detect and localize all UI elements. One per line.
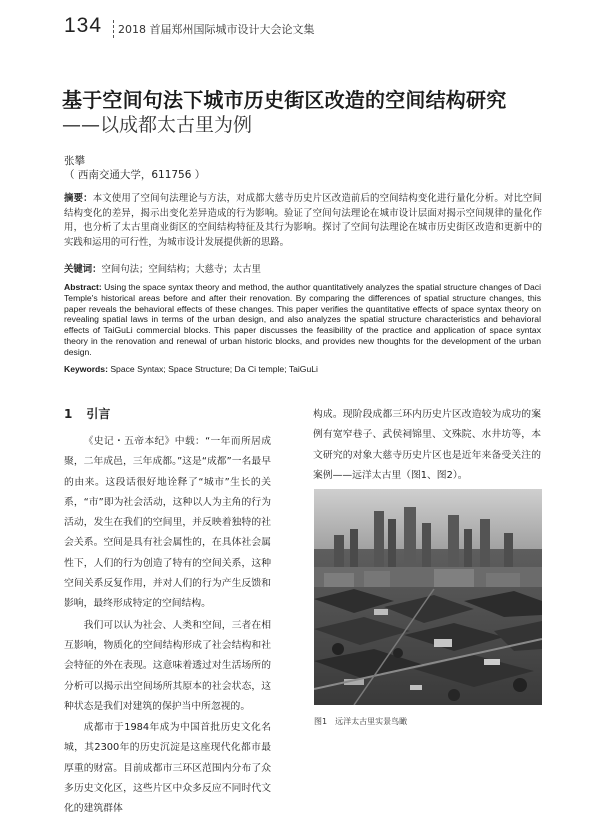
section-number: 1 (64, 407, 73, 421)
running-title: 2018 首届郑州国际城市设计大会论文集 (118, 23, 315, 36)
abstract-english (64, 282, 541, 358)
abstract-english-label: Abstract: (64, 282, 102, 292)
author-affiliation: （ 西南交通大学，611756 ） (64, 169, 206, 181)
aerial-photo-image (314, 489, 542, 705)
page-number: 134 (64, 14, 103, 37)
body-paragraph-continued: 构成。现阶段成都三环内历史片区改造较为成功的案例有宽窄巷子、武侯祠锦里、文殊院、水井坊等，本文研究的对象大慈寺历史片区也是近年来备受关注的案例——远洋太古里（图1、图2）。 (313, 409, 541, 481)
keywords-chinese (64, 261, 261, 275)
paper-subtitle: ——以成都太古里为例 (62, 114, 253, 136)
body-paragraph: 我们可以认为社会、人类和空间，三者在相互影响，物质化的空间结构形成了社会结构和社会特征的外在表现。这意味着透过对生活场所的分析可以揭示出空间场所其原本的社会状态，这种状态是我们对建筑的保护当中所忽视的。 (64, 619, 271, 712)
abstract-english-text: Using the space syntax theory and method, the author quantitatively analyzes the spatial structure changes of Daci Temple's historical areas before and after their renovation. By comparing the differences of spatial structure changes, this paper reveals the behavioral effects of these changes. This paper verifies the quantitative effects of space syntax theory on revealing spatial laws in terms of the urban design, and also analyzes the spatial structure characteristics and behavioral effects of TaiGuLi commercial blocks. This paper discusses the feasibility of the practice and application of space syntax theory in the renovation and renewal of urban historic blocks, and provides new thoughts for the development of the urban design. (64, 282, 541, 357)
keywords-chinese-label: 关键词： (64, 264, 102, 275)
figure-caption-text: 远洋太古里实景鸟瞰 (335, 717, 408, 726)
abstract-chinese (64, 192, 542, 250)
keywords-english (64, 364, 318, 374)
figure-caption (314, 716, 415, 727)
header-divider (113, 20, 115, 38)
aerial-photo-figure (314, 489, 542, 705)
abstract-chinese-label: 摘要： (64, 193, 93, 204)
body-left-column (64, 432, 271, 821)
body-paragraph: 《史记・五帝本纪》中载：“一年而所居成聚，二年成邑，三年成都。”这是“成都”一名最早的由来。这段话很好地诠释了“城市”生长的关系，“市”即为社会活动，这种以人为主角的行为活动，发生在我们的空间里，并反映着独特的社会关系。空间是具有社会属性的，在具体社会属性下，人们的行为创造了特有的空间关系，这种空间关系反复作用，并对人们的行为产生反馈和影响，最终形成特定的空间结构。 (64, 436, 271, 610)
keywords-chinese-text: 空间句法；空间结构；大慈寺；太古里 (101, 264, 261, 275)
section-title: 引言 (86, 407, 111, 421)
abstract-chinese-text: 本文使用了空间句法理论与方法，对成都大慈寺历史片区改造前后的空间结构变化进行量化分析。对比空间结构变化的差异，揭示出变化差异造成的行为影响。验证了空间句法理论在城市设计层面对揭示空间规律的量化作用，也分析了太古里商业街区的空间结构特征及其行为影响。探讨了空间句法理论在城市历史街区改造和更新中的实践和运用的可行性，为城市设计发展提供新的思路。 (64, 193, 542, 248)
paper-title: 基于空间句法下城市历史街区改造的空间结构研究 (62, 88, 507, 112)
body-right-column (313, 405, 541, 486)
body-paragraph: 成都市于1984年成为中国首批历史文化名城，其2300年的历史沉淀是这座现代化都市最厚重的财富。目前成都市三环区范围内分布了众多历史文化区，这些片区中众多反应不同时代文化的建筑群体 (64, 722, 271, 815)
section-heading (64, 405, 124, 422)
keywords-english-text: Space Syntax; Space Structure; Da Ci temple; TaiGuLi (110, 364, 318, 374)
keywords-english-label: Keywords: (64, 364, 108, 374)
figure-label: 图1 (314, 717, 328, 726)
author-name: 张攀 (64, 155, 85, 167)
